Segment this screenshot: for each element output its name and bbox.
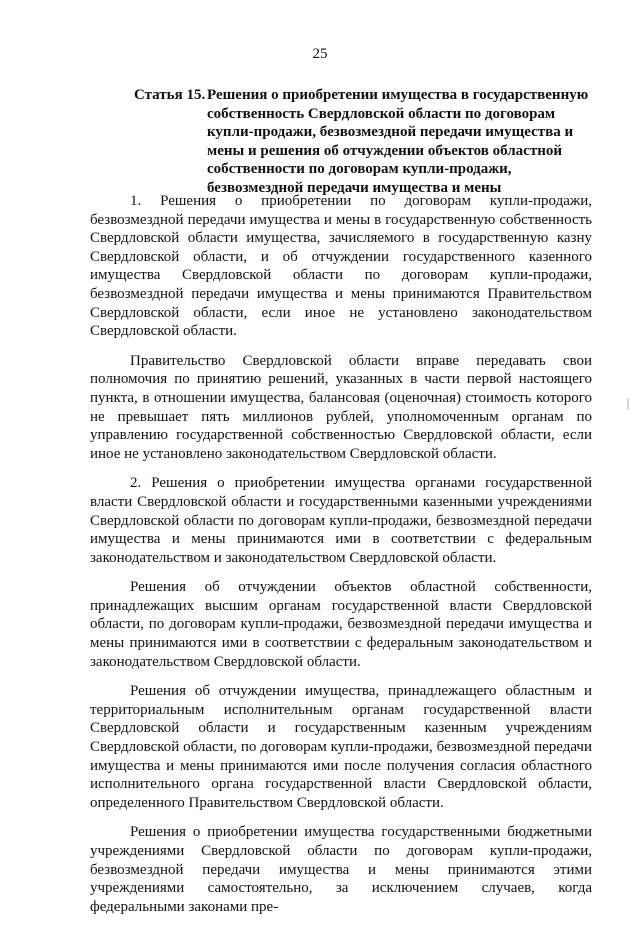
article-label: Статья 15. — [134, 87, 206, 103]
paragraph: Решения об отчуждении объектов областной собственности, принадлежащих высшим органам государственной власти Свердловской области, по договорам купли-продажи, безвозмездной передачи имущества и мены принимаются ими в соответствии с федеральным законодательством и законодательством Свердловской области. — [90, 579, 592, 670]
article-heading — [134, 86, 594, 197]
article-body — [90, 192, 592, 927]
paragraph: Решения о приобретении имущества государственными бюджетными учреждениями Свердловской области по договорам купли-продажи, безвозмездной передачи имущества и мены принимаются этими учреждениями самостоятельно, за исключением случаев, когда федеральными законами пре- — [90, 824, 592, 915]
page-number: 25 — [312, 46, 328, 62]
paragraph: Решения об отчуждении имущества, принадлежащего областным и территориальным исполнительным органам государственной власти Свердловской области и государственным казенным учреждениям Свердловской области, по договорам купли-продажи, безвозмездной передачи имущества и мены принимаются ими после получения согласия областного исполнительного органа государственной власти Свердловской области, определенного Правительством Свердловской области. — [90, 683, 592, 811]
paragraph: 2. Решения о приобретении имущества органами государственной власти Свердловской области и государственными казенными учреждениями Свердловской области по договорам купли-продажи, безвозмездной передачи имущества и мены принимаются ими в соответствии с федеральным законодательством и законодательством Свердловской области. — [90, 475, 592, 566]
article-title: Решения о приобретении имущества в государственную собственность Свердловской области по договорам купли-продажи, безвозмездной передачи имущества и мены и решения об отчуждении объектов областной собственности по договорам купли-продажи, безвозмездной передачи имущества и мены — [207, 87, 589, 196]
paragraph: 1. Решения о приобретении по договорам купли-продажи, безвозмездной передачи имущества и мены в государственную собственность Свердловской области имущества, зачисляемого в государственную казну Свердловской области, и об отчуждении государственного казенного имущества Свердловской области по договорам купли-продажи, безвозмездной передачи имущества и мены принимаются Правительством Свердловской области, если иное не установлено законодательством Свердловской области. — [90, 193, 592, 340]
paragraph: Правительство Свердловской области вправе передавать свои полномочия по принятию решений, указанных в части первой настоящего пункта, в отношении имущества, балансовая (оценочная) стоимость которого не превышает пять миллионов рублей, уполномоченным органам по управлению государственной собственностью Свердловской области, если иное не установлено законодательством Свердловской области. — [90, 352, 592, 462]
scan-margin-mark — [627, 398, 629, 410]
